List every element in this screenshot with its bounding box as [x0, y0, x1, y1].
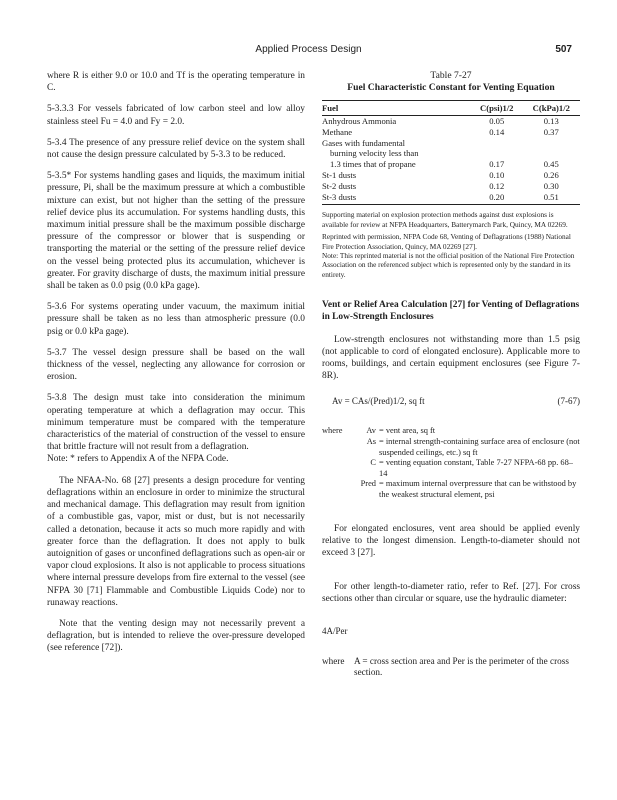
c-psi-cell: 0.20	[471, 192, 523, 205]
definition-symbol: C	[370, 458, 376, 468]
c-kpa-cell: 0.13	[543, 116, 559, 126]
definition-symbol: As	[366, 437, 376, 447]
column-header-c-kpa: C(kPa)1/2	[523, 101, 580, 116]
c-kpa-cell: 0.45	[543, 159, 559, 170]
column-header-c-psi: C(psi)1/2	[471, 101, 523, 116]
fuel-cell: Anhydrous Ammonia	[322, 116, 397, 126]
column-header-fuel: Fuel	[322, 101, 471, 116]
c-psi-cell: 0.14	[489, 126, 505, 137]
appendix-note: Note: * refers to Appendix A of the NFPA Code.	[47, 454, 229, 465]
paragraph-hydraulic-diameter: For other length-to-diameter ratio, refer to Ref. [27]. For cross sections other than circular or square, use the hydraulic diameter:	[322, 582, 580, 605]
definition-row	[322, 437, 580, 458]
table-note-supporting-material: Supporting material on explosion protection methods against dust explosions is available for review at NFPA Headquarters, Batterymarch Park, Quincy, MA 02269.	[322, 210, 568, 229]
c-kpa-cell	[523, 138, 580, 149]
paragraph-5-3-8: 5-3.8 The design must take into consideration the minimum operating temperature at which a deflagration may occur. This minimum temperature must be compared with the temperature characteristics of the material of construction of the vessel to ensure that brittle fracture will not result from a deflagration.	[47, 393, 305, 453]
table-row	[322, 181, 580, 192]
fuel-cell: St-1 dusts	[322, 169, 357, 180]
definition-row	[322, 479, 580, 500]
paragraph-5-3-3-3: 5-3.3.3 For vessels fabricated of low carbon steel and low alloy stainless steel Fu = 4.0 and Fy = 2.0.	[47, 104, 305, 127]
fuel-cell: St-2 dusts	[322, 180, 357, 191]
fuel-cell: St-3 dusts	[322, 192, 471, 205]
variable-definitions	[322, 426, 580, 500]
table-row	[322, 116, 580, 127]
table-header-row	[322, 101, 580, 116]
section-heading-vent-area: Vent or Relief Area Calculation [27] for Venting of Deflagrations in Low-Strength Enclosures	[322, 300, 580, 323]
table-row	[322, 148, 580, 159]
table-note-disclaimer: Note: This reprinted material is not the official position of the National Fire Protection Association on the referenced subject which is represented only by the standard in its entirety.	[322, 251, 575, 279]
definition-row	[322, 426, 580, 437]
table-row	[322, 159, 580, 170]
c-kpa-cell: 0.30	[543, 180, 559, 191]
definition-symbol: Av	[366, 426, 376, 436]
fuel-cell: burning velocity less than	[330, 148, 419, 159]
definition-text: = venting equation constant, Table 7-27 NFPA-68 pp. 68–14	[379, 458, 573, 478]
paragraph-elongated-enclosures: For elongated enclosures, vent area should be applied evenly relative to the longest dimension. Length-to-diameter should not exceed 3 [27].	[322, 523, 580, 558]
cross-section-definition	[322, 656, 580, 679]
fuel-cell: 1.3 times that of propane	[330, 159, 416, 170]
table-7-27	[322, 70, 580, 279]
definition-text: = maximum internal overpressure that can be withstood by the weakest structural element, psi	[379, 479, 577, 499]
definition-symbol: Pred	[360, 479, 376, 489]
c-psi-cell: 0.05	[489, 116, 505, 126]
right-column	[322, 70, 580, 679]
c-psi-cell: 0.12	[489, 180, 505, 191]
definition-text: = internal strength-containing surface area of enclosure (not suspended ceilings, etc.) sq ft	[379, 437, 580, 457]
paragraph-operating-temperature: where R is either 9.0 or 10.0 and Tf is the operating temperature in C.	[47, 71, 305, 94]
table-row	[322, 192, 580, 205]
equation-formula: Av = CAs/(Pred)1/2, sq ft	[332, 396, 425, 407]
c-kpa-cell	[523, 148, 580, 159]
paragraph-5-3-4: 5-3.4 The presence of any pressure relief device on the system shall not cause the design pressure calculated by 5-3.3 to be reduced.	[47, 137, 305, 161]
hydraulic-diameter-formula: 4A/Per	[322, 625, 348, 636]
definition-text: = vent area, sq ft	[379, 426, 436, 436]
table-subtitle: Fuel Characteristic Constant for Venting Equation	[347, 82, 555, 93]
equation-7-67	[322, 396, 580, 410]
left-column	[47, 70, 305, 655]
definition-row	[322, 458, 580, 479]
c-kpa-cell: 0.37	[543, 126, 559, 137]
c-psi-cell	[471, 138, 523, 149]
running-title: Applied Process Design	[255, 44, 362, 55]
paragraph-5-3-5: 5-3.5* For systems handling gases and liquids, the maximum initial pressure, Pi, shall be the maximum pressure at which a combustible mixture can exist, but not higher than the setting of the pressure relief device plus its accumulation. For systems handling dusts, this maximum initial pressure shall be the maximum possible discharge pressure of the compressor or blower that is suspending or transporting the material or the setting of the pressure relief device on the vessel being protected plus its accumulation, whichever is greater. For gravity discharge of dusts, the maximum initial pressure shall be taken as 0.0 psig (0.0 kPa gage).	[47, 171, 305, 292]
table-row	[322, 127, 580, 138]
equation-number: (7-67)	[557, 396, 580, 407]
c-psi-cell: 0.17	[489, 159, 505, 170]
fuel-cell: Methane	[322, 126, 353, 137]
running-header	[0, 44, 617, 58]
c-kpa-cell: 0.51	[523, 192, 580, 205]
paragraph-nfpa-68: The NFAA-No. 68 [27] presents a design procedure for venting deflagrations within an enclosure in order to minimize the structural and mechanical damage. This deflagration may result from ignition of a combustible gas, vapor, mist or dust, but is not necessarily called a detonation, because it acts so much more rapidly and with greater force than the deflagration. It does not apply to bulk autoignition of gases or unconfined deflagrations such as open-air or vapor cloud explosions. It also is not applicable to process situations where internal pressure develops from fire external to the vessel (see NFPA 30 [71] Flammable and Combustible Liquids Code) nor to runaway reactions.	[47, 475, 305, 608]
paragraph-5-3-6: 5-3.6 For systems operating under vacuum, the maximum initial pressure shall be taken as no less than atmospheric pressure (0.0 psig or 0.0 kPa gage).	[47, 302, 305, 337]
where-label: where	[322, 426, 343, 436]
where-label: where	[322, 655, 345, 666]
fuel-cell: Gases with fundamental	[322, 137, 406, 148]
page-number: 507	[555, 44, 572, 55]
paragraph-low-strength-enclosures: Low-strength enclosures not withstanding more than 1.5 psig (not applicable to cord of elongated enclosure). Applicable more to rooms, buildings, and certain equipment enclosures (see Figure 7-8R).	[322, 334, 580, 382]
table-row	[322, 170, 580, 181]
table-row	[322, 138, 580, 149]
definition-text: A = cross section area and Per is the perimeter of the cross section.	[354, 655, 569, 678]
table-title: Table 7-27	[430, 70, 472, 81]
c-kpa-cell: 0.26	[543, 169, 559, 180]
paragraph-venting-design: Note that the venting design may not necessarily prevent a deflagration, but is intended to relieve the over-pressure developed (see reference [72]).	[47, 618, 305, 654]
c-psi-cell	[471, 148, 523, 159]
paragraph-5-3-7: 5-3.7 The vessel design pressure shall be based on the wall thickness of the vessel, neglecting any allowance for corrosion or erosion.	[47, 347, 305, 383]
table-note-reprinted: Reprinted with permission, NFPA Code 68, Venting of Deflagrations (1988) National Fire Protection Association, Quincy, MA 02269 [27].	[322, 232, 571, 251]
fuel-constant-table	[322, 100, 580, 205]
c-psi-cell: 0.10	[489, 169, 505, 180]
